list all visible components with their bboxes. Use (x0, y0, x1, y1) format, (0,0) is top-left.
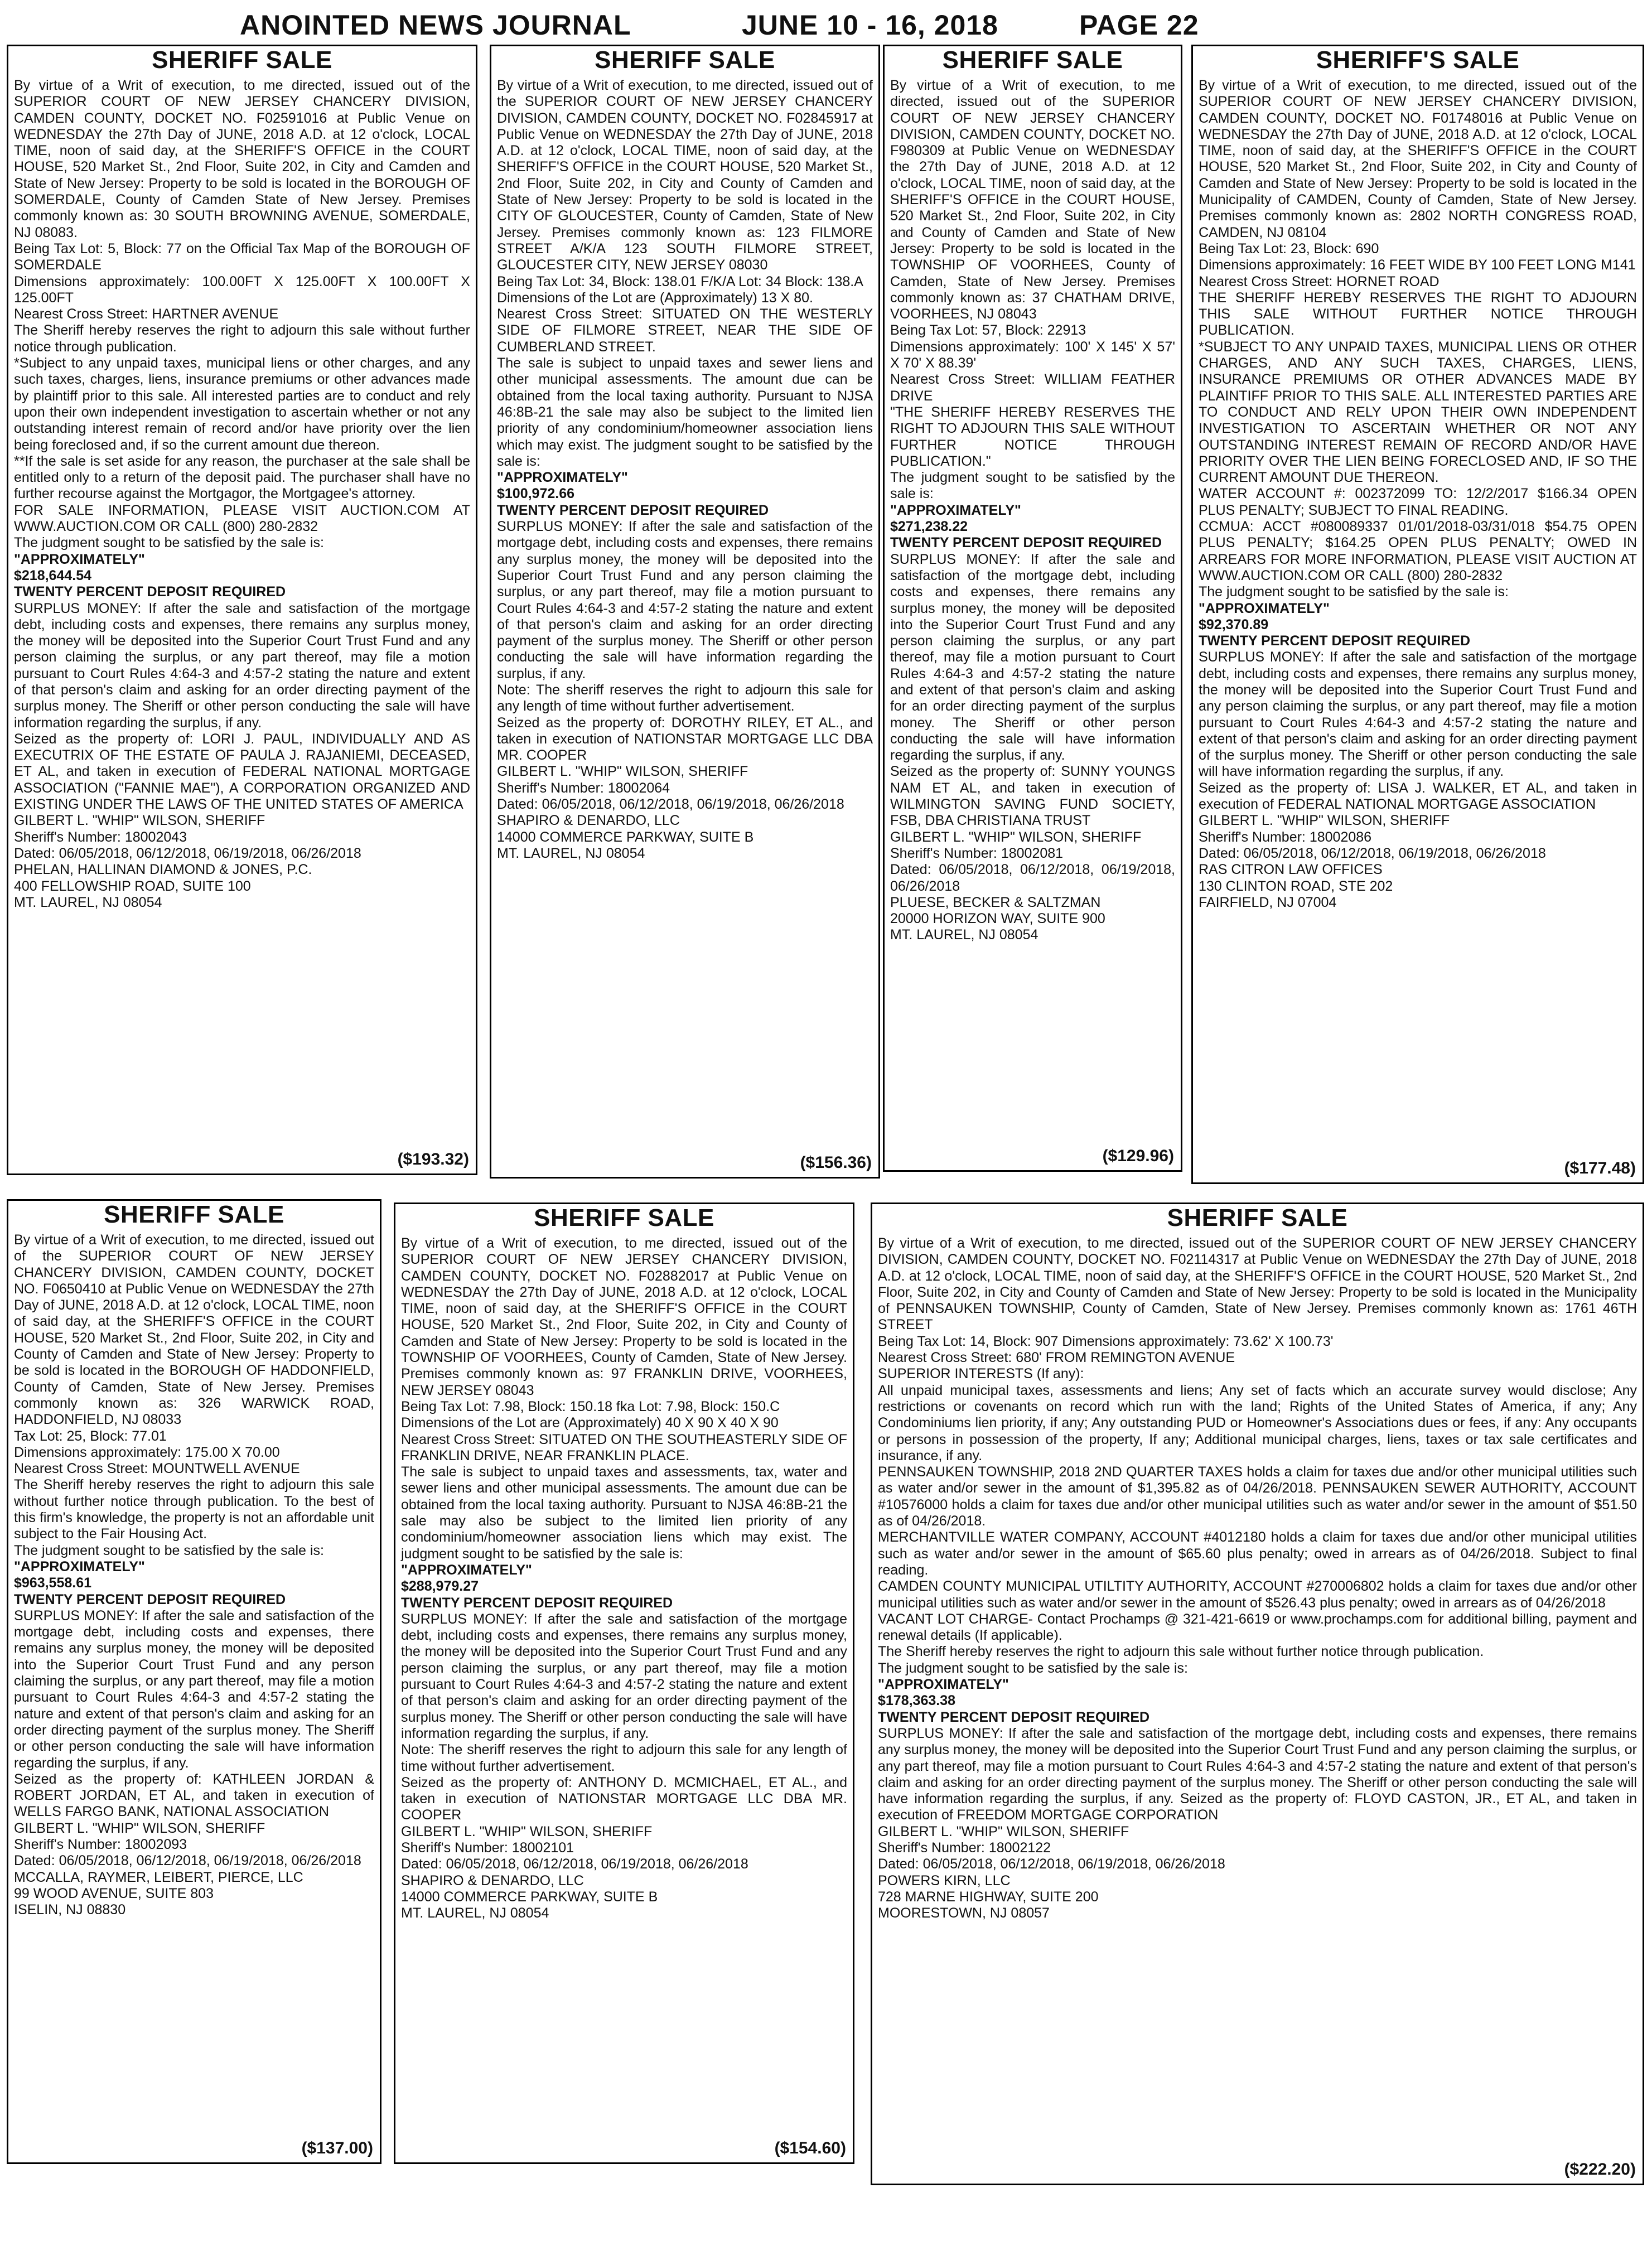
notice-line: **If the sale is set aside for any reason, the purchaser at the sale shall be entitled only to a return of the deposit paid. The purchaser shall have no further recourse against the Mortgagor, the Mortgagee's attorney. (14, 453, 470, 502)
notice-line: MT. LAUREL, NJ 08054 (14, 894, 162, 910)
notice-line: By virtue of a Writ of execution, to me directed, issued out of the SUPERIOR COURT OF NEW JERSEY CHANCERY DIVISION, CAMDEN COUNTY, DOCKET NO. F02114317 at Public Venue on WEDNESDAY the 27th Day of JUNE, 2018 A.D. at 12 o'clock, LOCAL TIME, noon of said day, at the SHERIFF'S OFFICE in the COURT HOUSE, 520 Market St., 2nd Floor, Suite 202, in City and County of Camden and State of New Jersey: Property to be sold is located in the Municipality of PENNSAUKEN TOWNSHIP, County of Camden, State of New Jersey. Premises commonly known as: 1761 46TH STREET (878, 1235, 1637, 1333)
notice-line: "APPROXIMATELY" (1199, 600, 1330, 616)
notice-body (491, 74, 878, 862)
notice-line: MOORESTOWN, NJ 08057 (878, 1905, 1050, 1921)
notice-line: By virtue of a Writ of execution, to me directed, issued out of the SUPERIOR COURT OF NEW JERSEY CHANCERY DIVISION, CAMDEN COUNTY, DOCKET NO. F02882017 at Public Venue on WEDNESDAY the 27th Day of JUNE, 2018 A.D. at 12 o'clock, LOCAL TIME, noon of said day, at the SHERIFF'S OFFICE in the COURT HOUSE, 520 Market St., 2nd Floor, Suite 202, in City and County of Camden and State of New Jersey: Property to be sold is located in the TOWNSHIP OF VOORHEES, County of Camden, State of New Jersey. Premises commonly known as: 97 FRANKLIN DRIVE, VOORHEES, NEW JERSEY 08043 (401, 1235, 847, 1398)
notice-line: MT. LAUREL, NJ 08054 (497, 845, 645, 861)
notice-line: $100,972.66 (497, 486, 575, 502)
notice-line: Being Tax Lot: 5, Block: 77 on the Official Tax Map of the BOROUGH OF SOMERDALE (14, 240, 470, 273)
notice-line: SURPLUS MONEY: If after the sale and satisfaction of the mortgage debt, including costs and expenses, there remains any surplus money, the money will be deposited into the Superior Court Trust Fund and any person claiming the surplus, or any part thereof, may file a motion pursuant to Court Rules 4:64-3 and 4:57-2 stating the nature and extent of that person's claim and asking for an order directing payment of the surplus money. The Sheriff or other person conducting the sale will have information regarding the surplus, if any. (401, 1611, 847, 1741)
notice-line: *SUBJECT TO ANY UNPAID TAXES, MUNICIPAL LIENS OR OTHER CHARGES, AND ANY SUCH TAXES, CHARGES, LIENS, INSURANCE PREMIUMS OR OTHER ADVANCES MADE BY PLAINTIFF PRIOR TO THIS SALE. ALL INTERESTED PARTIES ARE TO CONDUCT AND RELY UPON THEIR OWN INDEPENDENT INVESTIGATION TO ASCERTAIN WHETHER OR NOT ANY OUTSTANDING INTEREST REMAIN OF RECORD AND/OR HAVE PRIORITY OVER THE LIEN BEING FORECLOSED AND, IF SO THE CURRENT AMOUNT DUE THEREON. (1199, 339, 1637, 486)
notice-line: Nearest Cross Street: SITUATED ON THE SOUTHEASTERLY SIDE OF FRANKLIN DRIVE, NEAR FRANKLIN PLACE. (401, 1431, 847, 1464)
notice-line: The judgment sought to be satisfied by the sale is: (14, 1542, 324, 1558)
notice-line: The sale is subject to unpaid taxes and sewer liens and other municipal assessments. The amount due can be obtained from the local taxing authority. Pursuant to NJSA 46:8B-21 the sale may also be subject to the limited lien priority of any condominium/homeowner association liens which may exist. The judgment sought to be satisfied by the sale is: (497, 355, 873, 469)
notice-line: GILBERT L. "WHIP" WILSON, SHERIFF (401, 1823, 653, 1839)
notice-line: By virtue of a Writ of execution, to me directed, issued out of the SUPERIOR COURT OF NEW JERSEY CHANCERY DIVISION, CAMDEN COUNTY, DOCKET NO. F0650410 at Public Venue on WEDNESDAY the 27th Day of JUNE, 2018 A.D. at 12 o'clock, LOCAL TIME, noon of said day, at the SHERIFF'S OFFICE in the COURT HOUSE, 520 Market St., 2nd Floor, Suite 202, in City and County of Camden and State of New Jersey: Property to be sold is located in the BOROUGH OF HADDONFIELD, County of Camden, State of New Jersey. Premises commonly known as: 326 WARWICK ROAD, HADDONFIELD, NJ 08033 (14, 1232, 374, 1428)
notice-line: "APPROXIMATELY" (14, 1558, 145, 1575)
notice-line: TWENTY PERCENT DEPOSIT REQUIRED (890, 535, 1162, 551)
notice-line: By virtue of a Writ of execution, to me directed, issued out of the SUPERIOR COURT OF NEW JERSEY CHANCERY DIVISION, CAMDEN COUNTY, DOCKET NO. F980309 at Public Venue on WEDNESDAY the 27th Day of JUNE, 2018 A.D. at 12 o'clock, LOCAL TIME, noon of said day, at the SHERIFF'S OFFICE in the COURT HOUSE, 520 Market St., 2nd Floor, Suite 202, in City and County of Camden and State of New Jersey: Property to be sold is located in the TOWNSHIP OF VOORHEES, County of Camden, State of New Jersey. Premises commonly known as: 37 CHATHAM DRIVE, VOORHEES, NJ 08043 (890, 78, 1175, 322)
notice-line: Seized as the property of: LISA J. WALKER, ET AL, and taken in execution of FEDERAL NATIONAL MORTGAGE ASSOCIATION (1199, 780, 1637, 813)
notice-line: Nearest Cross Street: SITUATED ON THE WESTERLY SIDE OF FILMORE STREET, NEAR THE SIDE OF CUMBERLAND STREET. (497, 306, 873, 355)
notice-line: Dated: 06/05/2018, 06/12/2018, 06/19/2018, 06/26/2018 (497, 796, 844, 813)
notice-line: Sheriff's Number: 18002043 (14, 829, 187, 845)
notice-line: By virtue of a Writ of execution, to me directed, issued out of the SUPERIOR COURT OF NEW JERSEY CHANCERY DIVISION, CAMDEN COUNTY, DOCKET NO. F02591016 at Public Venue on WEDNESDAY the 27th Day of JUNE, 2018 A.D. at 12 o'clock, LOCAL TIME, noon of said day, at the SHERIFF'S OFFICE in the COURT HOUSE, 520 Market St., 2nd Floor, Suite 202, in City and Camden and State of New Jersey: Property to be sold is located in the BOROUGH OF SOMERDALE, County of Camden State of New Jersey. Premises commonly known as: 30 SOUTH BROWNING AVENUE, SOMERDALE, NJ 08083. (14, 78, 470, 240)
notice-line: $288,979.27 (401, 1578, 479, 1595)
notice-body (395, 1232, 853, 1921)
notice-line: The judgment sought to be satisfied by the sale is: (890, 470, 1175, 502)
notice-line: "THE SHERIFF HEREBY RESERVES THE RIGHT TO ADJOURN THIS SALE WITHOUT FURTHER NOTICE THROUGH PUBLICATION." (890, 404, 1175, 469)
notice-line: Nearest Cross Street: WILLIAM FEATHER DRIVE (890, 371, 1175, 404)
notice-line: PHELAN, HALLINAN DIAMOND & JONES, P.C. (14, 862, 312, 878)
notice-line: ISELIN, NJ 08830 (14, 1902, 126, 1918)
notice-line: Being Tax Lot: 14, Block: 907 Dimensions approximately: 73.62' X 100.73' (878, 1333, 1334, 1349)
notice-line: $963,558.61 (14, 1575, 92, 1591)
notice-line: All unpaid municipal taxes, assessments and liens; Any set of facts which an accurate survey would disclose; Any restrictions or covenants on record which run with the land; Rights of the United States of America, if any; Any Condominiums lien priority, if any; Any outstanding PUD or Homeowner's Associations dues or fees, if any: Any occupants or persons in possession of the property, If any; Additional municipal charges, liens, taxes or tax sale certificates and insurance, if any. (878, 1382, 1637, 1464)
notice-line: WATER ACCOUNT #: 002372099 TO: 12/2/2017 $166.34 OPEN PLUS PENALTY; SUBJECT TO FINAL READING. (1199, 486, 1637, 518)
notice-line: "APPROXIMATELY" (14, 551, 145, 567)
notice-price: ($193.32) (397, 1150, 469, 1168)
notice-line: TWENTY PERCENT DEPOSIT REQUIRED (401, 1595, 673, 1611)
notice-line: GILBERT L. "WHIP" WILSON, SHERIFF (14, 813, 265, 829)
notice-line: MT. LAUREL, NJ 08054 (890, 927, 1038, 943)
notice-line: 99 WOOD AVENUE, SUITE 803 (14, 1885, 214, 1901)
notice-line: PENNSAUKEN TOWNSHIP, 2018 2ND QUARTER TAXES holds a claim for taxes due and/or other municipal utilities such as water and/or sewer in the amount of $1,395.82 as of 04/26/2018. PENNSAUKEN SEWER AUTHORITY, ACCOUNT #10576000 holds a claim for taxes due and/or other municipal utilities such as water and/or sewer in the amount of $51.50 as of 04/26/2018. (878, 1464, 1637, 1529)
notice-title: SHERIFF SALE (595, 46, 775, 74)
notice-line: Sheriff's Number: 18002086 (1199, 829, 1372, 845)
notice-line: GILBERT L. "WHIP" WILSON, SHERIFF (497, 764, 748, 780)
notice-line: 400 FELLOWSHIP ROAD, SUITE 100 (14, 878, 251, 894)
notice-line: The Sheriff hereby reserves the right to adjourn this sale without further notice through publication. To the best of this firm's knowledge, the property is not an affordable unit subject to the Fair Housing Act. (14, 1477, 374, 1542)
sheriff-sale-notice (7, 45, 477, 1175)
notice-line: 130 CLINTON ROAD, STE 202 (1199, 878, 1393, 894)
sheriff-sale-notice (1191, 45, 1644, 1184)
notice-body (8, 74, 476, 911)
notice-line: MERCHANTVILLE WATER COMPANY, ACCOUNT #4012180 holds a claim for taxes due and/or other municipal utilities such as water and/or sewer in the amount of $65.60 plus penalty; owed in arrears as of 04/26/2018. Subject to final reading. (878, 1529, 1637, 1578)
notice-line: Dated: 06/05/2018, 06/12/2018, 06/19/2018, 06/26/2018 (890, 862, 1175, 894)
notice-body (872, 1232, 1643, 1921)
notice-line: Dimensions approximately: 16 FEET WIDE BY 100 FEET LONG M141 (1199, 257, 1636, 273)
notice-line: Being Tax Lot: 57, Block: 22913 (890, 322, 1086, 339)
notice-line: $92,370.89 (1199, 616, 1269, 632)
notice-line: The judgment sought to be satisfied by the sale is: (878, 1660, 1188, 1676)
notice-line: SURPLUS MONEY: If after the sale and satisfaction of the mortgage debt, including costs and expenses, there remains any surplus money, the money will be deposited into the Superior Court Trust Fund and any person claiming the surplus, or any part thereof, may file a motion pursuant to Court Rules 4:64-3 and 4:57-2 stating the nature and extent of that person's claim and asking for an order directing payment of the surplus money. The Sheriff or other person conducting the sale will have information regarding the surplus, if any. (14, 600, 470, 731)
notice-line: 14000 COMMERCE PARKWAY, SUITE B (497, 829, 754, 845)
notice-line: Nearest Cross Street: HORNET ROAD (1199, 273, 1440, 289)
notice-line: SURPLUS MONEY: If after the sale and satisfaction of the mortgage debt, including costs and expenses, there remains any surplus money, the money will be deposited into the Superior Court Trust Fund and any person claiming the surplus, or any part thereof, may file a motion pursuant to Court Rules 4:64-3 and 4:57-2 stating the nature and extent of that person's claim and asking for an order directing payment of the surplus money. The Sheriff or other person conducting the sale will have information regarding the surplus, if any. Seized as the property of: FLOYD CASTON, JR., ET AL, and taken in execution of FREEDOM MORTGAGE CORPORATION (878, 1725, 1637, 1823)
notice-line: 20000 HORIZON WAY, SUITE 900 (890, 911, 1105, 927)
notice-line: 14000 COMMERCE PARKWAY, SUITE B (401, 1889, 658, 1905)
notice-line: Sheriff's Number: 18002101 (401, 1839, 574, 1856)
notice-line: Being Tax Lot: 23, Block: 690 (1199, 240, 1379, 257)
sheriff-sale-notice (490, 45, 880, 1179)
notice-title: SHERIFF'S SALE (1316, 46, 1520, 74)
notice-line: Dimensions approximately: 100.00FT X 125.00FT X 100.00FT X 125.00FT (14, 273, 470, 306)
notice-line: $271,238.22 (890, 519, 968, 535)
notice-line: Dated: 06/05/2018, 06/12/2018, 06/19/2018, 06/26/2018 (401, 1856, 748, 1872)
notice-line: "APPROXIMATELY" (890, 502, 1021, 518)
notice-line: Dated: 06/05/2018, 06/12/2018, 06/19/2018, 06/26/2018 (14, 1853, 361, 1869)
notice-line: $178,363.38 (878, 1693, 956, 1709)
notice-title: SHERIFF SALE (534, 1204, 714, 1231)
notice-line: Seized as the property of: SUNNY YOUNGS NAM ET AL, and taken in execution of WILMINGTON SAVING FUND SOCIETY, FSB, DBA CHRISTIANA TRUST (890, 764, 1175, 829)
notice-line: Sheriff's Number: 18002093 (14, 1836, 187, 1852)
sheriff-sale-notice (7, 1199, 381, 2164)
notice-line: The sale is subject to unpaid taxes and assessments, tax, water and sewer liens and other municipal assessments. The amount due can be obtained from the local taxing authority. Pursuant to NJSA 46:8B-21 the sale may also be subject to the limited lien priority of any condominium/homeowner association liens which may exist. The judgment sought to be satisfied by the sale is: (401, 1464, 847, 1562)
notice-body (885, 74, 1181, 944)
page-number: PAGE 22 (1079, 9, 1199, 41)
notice-line: CAMDEN COUNTY MUNICIPAL UTILTITY AUTHORITY, ACCOUNT #270006802 holds a claim for taxes due and/or other municipal utilities such as water and/or sewer in the amount of $526.43 plus penalty; owed in arrears as of 04/26/2018 (878, 1578, 1637, 1611)
notice-line: Sheriff's Number: 18002122 (878, 1839, 1051, 1856)
notice-line: Nearest Cross Street: MOUNTWELL AVENUE (14, 1461, 300, 1477)
notice-line: The judgment sought to be satisfied by the sale is: (14, 535, 324, 551)
notice-line: GILBERT L. "WHIP" WILSON, SHERIFF (890, 829, 1142, 845)
notice-line: PLUESE, BECKER & SALTZMAN (890, 894, 1101, 910)
notice-line: $218,644.54 (14, 567, 92, 583)
notice-price: ($156.36) (800, 1153, 872, 1172)
masthead (0, 8, 1652, 47)
notice-line: Note: The sheriff reserves the right to adjourn this sale for any length of time without further advertisement. (401, 1742, 847, 1774)
notice-line: SURPLUS MONEY: If after the sale and satisfaction of the mortgage debt, including costs and expenses, there remains any surplus money, the money will be deposited into the Superior Court Trust Fund and any person claiming the surplus, or any part thereof, may file a motion pursuant to Court Rules 4:64-3 and 4:57-2 stating the nature and extent of that person's claim and asking for an order directing payment of the surplus money. The Sheriff or other person conducting the sale will have information regarding the surplus, if any. (890, 551, 1175, 764)
notice-line: Dimensions approximately: 175.00 X 70.00 (14, 1444, 280, 1460)
notice-line: POWERS KIRN, LLC (878, 1872, 1011, 1889)
notice-line: GILBERT L. "WHIP" WILSON, SHERIFF (878, 1823, 1129, 1839)
issue-dates: JUNE 10 - 16, 2018 (742, 9, 998, 41)
notice-line: Sheriff's Number: 18002081 (890, 845, 1064, 861)
notice-line: Being Tax Lot: 7.98, Block: 150.18 fka Lot: 7.98, Block: 150.C (401, 1398, 780, 1414)
notice-body (1193, 74, 1643, 911)
notice-title: SHERIFF SALE (104, 1201, 284, 1228)
notice-price: ($177.48) (1564, 1159, 1636, 1177)
notice-line: Tax Lot: 25, Block: 77.01 (14, 1428, 167, 1444)
notice-line: RAS CITRON LAW OFFICES (1199, 862, 1383, 878)
notice-line: TWENTY PERCENT DEPOSIT REQUIRED (497, 502, 769, 518)
notice-line: *Subject to any unpaid taxes, municipal liens or other charges, and any such taxes, charges, liens, insurance premiums or other advances made by plaintiff prior to this sale. All interested parties are to conduct and rely upon their own independent investigation to ascertain whether or not any outstanding interest remain of record and/or have priority over the lien being foreclosed and, if so the current amount due thereon. (14, 355, 470, 453)
notice-line: SURPLUS MONEY: If after the sale and satisfaction of the mortgage debt, including costs and expenses, there remains any surplus money, the money will be deposited into the Superior Court Trust Fund and any person claiming the surplus, or any part thereof, may file a motion pursuant to Court Rules 4:64-3 and 4:57-2 stating the nature and extent of that person's claim and asking for an order directing payment of the surplus money. The Sheriff or other person conducting the sale will have information regarding the surplus, if any. (1199, 649, 1637, 780)
notice-line: TWENTY PERCENT DEPOSIT REQUIRED (878, 1709, 1150, 1725)
notice-line: 728 MARNE HIGHWAY, SUITE 200 (878, 1889, 1099, 1905)
notice-title: SHERIFF SALE (1167, 1204, 1348, 1231)
notice-line: Dimensions approximately: 100' X 145' X 57' X 70' X 88.39' (890, 339, 1175, 371)
notice-line: THE SHERIFF HEREBY RESERVES THE RIGHT TO ADJOURN THIS SALE WITHOUT FURTHER NOTICE THROUGH PUBLICATION. (1199, 289, 1637, 339)
notice-line: SURPLUS MONEY: If after the sale and satisfaction of the mortgage debt, including costs and expenses, there remains any surplus money, the money will be deposited into the Superior Court Trust Fund and any person claiming the surplus, or any part thereof, may file a motion pursuant to Court Rules 4:64-3 and 4:57-2 stating the nature and extent of that person's claim and asking for an order directing payment of the surplus money. The Sheriff or other person conducting the sale will have information regarding the surplus, if any. (14, 1607, 374, 1771)
notice-line: SHAPIRO & DENARDO, LLC (497, 813, 680, 829)
sheriff-sale-notice (871, 1202, 1644, 2185)
notice-line: VACANT LOT CHARGE- Contact Prochamps @ 321-421-6619 or www.prochamps.com for additional billing, payment and renewal details (If applicable). (878, 1611, 1637, 1644)
notice-line: Dimensions of the Lot are (Approximately) 40 X 90 X 40 X 90 (401, 1415, 779, 1431)
notice-line: SHAPIRO & DENARDO, LLC (401, 1872, 584, 1889)
notice-line: SURPLUS MONEY: If after the sale and satisfaction of the mortgage debt, including costs and expenses, there remains any surplus money, the money will be deposited into the Superior Court Trust Fund and any person claiming the surplus, or any part thereof, may file a motion pursuant to Court Rules 4:64-3 and 4:57-2 stating the nature and extent of that person's claim and asking for an order directing payment of the surplus money. The Sheriff or other person conducting the sale will have information regarding the surplus, if any. (497, 519, 873, 682)
notice-line: Being Tax Lot: 34, Block: 138.01 F/K/A Lot: 34 Block: 138.A (497, 273, 863, 289)
notice-line: Nearest Cross Street: 680' FROM REMINGTON AVENUE (878, 1350, 1235, 1366)
notice-line: Seized as the property of: LORI J. PAUL, INDIVIDUALLY AND AS EXECUTRIX OF THE ESTATE OF PAULA J. RAJANIEMI, DECEASED, ET AL, and taken in execution of FEDERAL NATIONAL MORTGAGE ASSOCIATION ("FANNIE MAE"), A CORPORATION ORGANIZED AND EXISTING UNDER THE LAWS OF THE UNITED STATES OF AMERICA (14, 731, 470, 813)
notice-line: MT. LAUREL, NJ 08054 (401, 1905, 549, 1921)
notice-line: Dated: 06/05/2018, 06/12/2018, 06/19/2018, 06/26/2018 (14, 845, 361, 861)
notice-line: Dated: 06/05/2018, 06/12/2018, 06/19/2018, 06/26/2018 (878, 1856, 1225, 1872)
notice-price: ($222.20) (1564, 2160, 1636, 2179)
notice-body (8, 1229, 380, 1918)
notice-line: TWENTY PERCENT DEPOSIT REQUIRED (14, 1591, 286, 1607)
notice-line: Sheriff's Number: 18002064 (497, 780, 670, 796)
notice-line: "APPROXIMATELY" (497, 470, 628, 486)
sheriff-sale-notice (394, 1202, 854, 2164)
notice-line: By virtue of a Writ of execution, to me directed, issued out of the SUPERIOR COURT OF NEW JERSEY CHANCERY DIVISION, CAMDEN COUNTY, DOCKET NO. F01748016 at Public Venue on WEDNESDAY the 27th Day of JUNE, 2018 A.D. at 12 o'clock, LOCAL TIME, noon of said day, at the SHERIFF'S OFFICE in the COURT HOUSE, 520 Market St., 2nd Floor, Suite 202, in City and County of Camden and State of New Jersey: Property to be sold is located in the Municipality of CAMDEN, County of Camden, State of New Jersey. Premises commonly known as: 2802 NORTH CONGRESS ROAD, CAMDEN, NJ 08104 (1199, 78, 1637, 240)
notice-line: Dated: 06/05/2018, 06/12/2018, 06/19/2018, 06/26/2018 (1199, 845, 1546, 861)
notice-line: Dimensions of the Lot are (Approximately) 13 X 80. (497, 289, 813, 306)
notice-line: FAIRFIELD, NJ 07004 (1199, 894, 1337, 910)
notice-line: Seized as the property of: DOROTHY RILEY, ET AL., and taken in execution of NATIONSTAR MORTGAGE LLC DBA MR. COOPER (497, 714, 873, 764)
notice-price: ($154.60) (774, 2139, 846, 2157)
notice-line: CCMUA: ACCT #080089337 01/01/2018-03/31/018 $54.75 OPEN PLUS PENALTY; $164.25 OPEN PLUS PENALTY; OWED IN ARREARS FOR MORE INFORMATION, PLEASE VISIT AUCTION AT WWW.AUCTION.COM OR CALL (800) 280-2832 (1199, 519, 1637, 583)
notice-line: GILBERT L. "WHIP" WILSON, SHERIFF (1199, 813, 1450, 829)
notice-line: The judgment sought to be satisfied by the sale is: (1199, 584, 1509, 600)
sheriff-sale-notice (883, 45, 1182, 1172)
notice-line: TWENTY PERCENT DEPOSIT REQUIRED (14, 584, 286, 600)
notice-price: ($129.96) (1102, 1147, 1174, 1165)
notice-line: MCCALLA, RAYMER, LEIBERT, PIERCE, LLC (14, 1869, 303, 1885)
notice-line: The Sheriff hereby reserves the right to adjourn this sale without further notice through publication. (14, 322, 470, 355)
notice-title: SHERIFF SALE (152, 46, 332, 74)
notice-line: TWENTY PERCENT DEPOSIT REQUIRED (1199, 633, 1471, 649)
notice-line: "APPROXIMATELY" (878, 1677, 1009, 1693)
notice-title: SHERIFF SALE (942, 46, 1123, 74)
notice-line: Seized as the property of: KATHLEEN JORDAN & ROBERT JORDAN, ET AL, and taken in execution of WELLS FARGO BANK, NATIONAL ASSOCIATION (14, 1771, 374, 1820)
notice-line: "APPROXIMATELY" (401, 1562, 532, 1578)
publication-name: ANOINTED NEWS JOURNAL (240, 9, 631, 41)
notice-line: SUPERIOR INTERESTS (If any): (878, 1366, 1084, 1382)
notice-line: By virtue of a Writ of execution, to me directed, issued out of the SUPERIOR COURT OF NEW JERSEY CHANCERY DIVISION, CAMDEN COUNTY, DOCKET NO. F02845917 at Public Venue on WEDNESDAY the 27th Day of JUNE, 2018 A.D. at 12 o'clock, LOCAL TIME, noon of said day, at the SHERIFF'S OFFICE in the COURT HOUSE, 520 Market St., 2nd Floor, Suite 202, in City and County of Camden and State of New Jersey: Property to be sold is located in the CITY OF GLOUCESTER, County of Camden, State of New Jersey. Premises commonly known as: 123 FILMORE STREET A/K/A 123 SOUTH FILMORE STREET, GLOUCESTER CITY, NEW JERSEY 08030 (497, 78, 873, 273)
notice-line: The Sheriff hereby reserves the right to adjourn this sale without further notice through publication. (878, 1644, 1484, 1660)
notice-price: ($137.00) (301, 2139, 373, 2157)
notice-line: Note: The sheriff reserves the right to adjourn this sale for any length of time without further advertisement. (497, 682, 873, 714)
notice-line: FOR SALE INFORMATION, PLEASE VISIT AUCTION.COM AT WWW.AUCTION.COM OR CALL (800) 280-2832 (14, 502, 470, 535)
notice-line: GILBERT L. "WHIP" WILSON, SHERIFF (14, 1820, 265, 1836)
notice-line: Seized as the property of: ANTHONY D. MCMICHAEL, ET AL., and taken in execution of NATIONSTAR MORTGAGE LLC DBA MR. COOPER (401, 1774, 847, 1823)
notice-line: Nearest Cross Street: HARTNER AVENUE (14, 306, 279, 322)
